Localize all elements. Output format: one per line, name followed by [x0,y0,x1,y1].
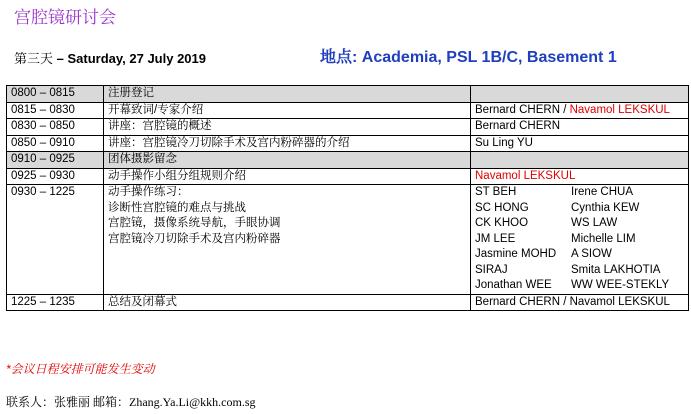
speaker-name: Smita LAKHOTIA [571,263,661,276]
schedule-table [6,85,689,311]
table-row [7,119,689,136]
day-separator: – [53,51,68,66]
speaker-name: SIRAJ [475,263,508,276]
time-cell: 0910 – 0925 [7,152,104,169]
speaker-cell: Su Ling YU [471,135,689,152]
schedule-change-note: *会议日程安排可能发生变动 [6,362,155,376]
day-date: Saturday, 27 July 2019 [67,51,206,66]
table-row [7,135,689,152]
speaker-name: Irene CHUA [571,186,633,198]
topic-cell [104,185,471,295]
time-cell: 0815 – 0830 [7,102,104,119]
speaker-name-highlight: Navamol LEKSKUL [569,103,670,116]
speaker-cell: Bernard CHERN [471,119,689,136]
day-heading [14,48,206,67]
speaker-name: WW WEE-STEKLY [571,279,670,291]
speaker-name: Cynthia KEW [571,201,640,214]
speaker-name: JM LEE [475,232,516,245]
time-cell: 1225 – 1235 [7,294,104,311]
speaker-name: ST BEH [475,186,517,198]
day-label: 第三天 [14,51,54,66]
speaker-cell [471,168,689,185]
page-title: 宫腔镜研讨会 [14,8,116,28]
time-cell: 0850 – 0910 [7,135,104,152]
topic-line: 宫腔镜冷刀切除手术及宫内粉碎器 [108,232,281,245]
venue-value: : Academia, PSL 1B/C, Basement 1 [352,49,617,66]
topic-cell: 团体摄影留念 [104,152,471,169]
time-cell: 0800 – 0815 [7,86,104,103]
speaker-name: Jasmine MOHD [475,248,557,260]
speaker-cell: Bernard CHERN / Navamol LEKSKUL [471,294,689,311]
topic-cell: 讲座：宫腔镜冷刀切除手术及宫内粉碎器的介绍 [104,135,471,152]
topic-cell: 动手操作小组分组规则介绍 [104,168,471,185]
time-cell: 0930 – 1225 [7,185,104,295]
contact-info: 联系人：张雅丽 邮箱：Zhang.Ya.Li@kkh.com.sg [6,395,256,409]
table-row [7,294,689,311]
table-row [7,152,689,169]
speaker-name: WS LAW [571,217,618,229]
table-row [7,86,689,103]
table-row [7,168,689,185]
topic-cell: 总结及闭幕式 [104,294,471,311]
speaker-cell [471,185,689,295]
topic-line: 宫腔镜，摄像系统导航，手眼协调 [108,217,281,229]
table-row [7,102,689,119]
speaker-cell [471,102,689,119]
speaker-name: Jonathan WEE [475,279,552,291]
topic-cell: 注册登记 [104,86,471,103]
speaker-name: Michelle LIM [571,232,636,245]
time-cell: 0830 – 0850 [7,119,104,136]
time-cell: 0925 – 0930 [7,168,104,185]
venue-heading [320,44,617,67]
topic-line: 诊断性宫腔镜的难点与挑战 [108,201,246,214]
speaker-name: CK KHOO [475,217,529,229]
speaker-name: SC HONG [475,201,529,214]
venue-label: 地点 [320,49,353,66]
speaker-name-highlight: Navamol LEKSKUL [475,169,576,182]
speaker-cell [471,152,689,169]
speaker-grid [475,185,684,294]
topic-line: 动手操作练习： [108,186,189,198]
topic-cell: 开幕致词/专家介绍 [104,102,471,119]
table-row [7,185,689,295]
topic-cell: 讲座：宫腔镜的概述 [104,119,471,136]
speaker-cell [471,86,689,103]
speaker-name: A SIOW [571,248,612,260]
speaker-name: Bernard CHERN / [475,103,570,116]
